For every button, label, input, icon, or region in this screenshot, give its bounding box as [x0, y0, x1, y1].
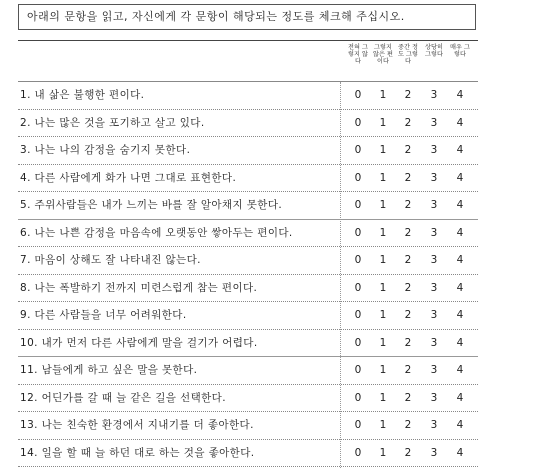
score-option-3[interactable]: 3: [430, 226, 438, 239]
table-row: [18, 82, 478, 110]
item-text: 1. 내 삶은 불행한 편이다.: [20, 89, 145, 101]
instruction-box: [18, 4, 476, 30]
score-option-4[interactable]: 4: [456, 226, 464, 239]
table-header-row: [18, 40, 478, 82]
item-text: 13. 나는 친숙한 환경에서 지내기를 더 좋아한다.: [20, 419, 254, 431]
score-option-3[interactable]: 3: [430, 419, 438, 431]
score-option-4[interactable]: 4: [456, 391, 464, 404]
score-option-3[interactable]: 3: [430, 116, 438, 129]
score-option-1[interactable]: 1: [379, 419, 387, 431]
score-option-0[interactable]: 0: [354, 446, 362, 459]
score-option-4[interactable]: 4: [456, 446, 464, 459]
score-option-4[interactable]: 4: [456, 309, 464, 321]
score-option-1[interactable]: 1: [379, 226, 387, 239]
score-option-1[interactable]: 1: [379, 309, 387, 321]
score-option-1[interactable]: 1: [379, 171, 387, 184]
score-option-2[interactable]: 2: [404, 336, 412, 349]
item-text: 12. 어딘가를 갈 때 늘 같은 길을 선택한다.: [20, 391, 226, 404]
table-row: [18, 220, 478, 248]
questionnaire-table: [18, 40, 478, 467]
table-row: [18, 412, 478, 440]
score-option-0[interactable]: 0: [354, 364, 362, 376]
score-option-0[interactable]: 0: [354, 281, 362, 294]
score-option-2[interactable]: 2: [404, 281, 412, 294]
score-option-2[interactable]: 2: [404, 419, 412, 431]
score-option-4[interactable]: 4: [456, 419, 464, 431]
score-option-0[interactable]: 0: [354, 144, 362, 156]
table-row: [18, 192, 478, 220]
score-option-1[interactable]: 1: [379, 336, 387, 349]
scale-header-1: 그렇지 않은 편이다: [373, 44, 393, 65]
score-option-1[interactable]: 1: [379, 391, 387, 404]
score-option-2[interactable]: 2: [404, 254, 412, 266]
score-option-4[interactable]: 4: [456, 281, 464, 294]
score-option-3[interactable]: 3: [430, 144, 438, 156]
score-option-3[interactable]: 3: [430, 171, 438, 184]
score-option-4[interactable]: 4: [456, 364, 464, 376]
score-option-3[interactable]: 3: [430, 309, 438, 321]
score-option-3[interactable]: 3: [430, 391, 438, 404]
item-text: 5. 주위사람들은 내가 느끼는 바를 잘 알아채지 못한다.: [20, 199, 283, 211]
table-row: [18, 137, 478, 165]
score-option-0[interactable]: 0: [354, 116, 362, 129]
score-option-2[interactable]: 2: [404, 446, 412, 459]
score-option-1[interactable]: 1: [379, 446, 387, 459]
score-option-2[interactable]: 2: [404, 144, 412, 156]
item-text: 2. 나는 많은 것을 포기하고 살고 있다.: [20, 116, 205, 129]
score-option-0[interactable]: 0: [354, 226, 362, 239]
item-text: 10. 내가 먼저 다른 사람에게 말을 걸기가 어렵다.: [20, 336, 258, 349]
table-row: [18, 440, 478, 468]
table-row: [18, 330, 478, 358]
item-text: 7. 마음이 상해도 잘 나타내진 않는다.: [20, 254, 201, 266]
score-option-4[interactable]: 4: [456, 199, 464, 211]
scale-header-4: 매우 그렇다: [450, 44, 470, 58]
score-option-1[interactable]: 1: [379, 116, 387, 129]
score-option-3[interactable]: 3: [430, 281, 438, 294]
score-option-3[interactable]: 3: [430, 254, 438, 266]
score-option-0[interactable]: 0: [354, 199, 362, 211]
score-option-4[interactable]: 4: [456, 171, 464, 184]
score-option-0[interactable]: 0: [354, 254, 362, 266]
score-option-1[interactable]: 1: [379, 281, 387, 294]
score-option-1[interactable]: 1: [379, 199, 387, 211]
table-row: [18, 385, 478, 413]
item-text: 9. 다른 사람들을 너무 어려워한다.: [20, 309, 187, 321]
score-option-2[interactable]: 2: [404, 391, 412, 404]
score-option-2[interactable]: 2: [404, 226, 412, 239]
score-option-4[interactable]: 4: [456, 89, 464, 101]
score-option-0[interactable]: 0: [354, 391, 362, 404]
score-option-3[interactable]: 3: [430, 89, 438, 101]
table-row: [18, 357, 478, 385]
score-option-3[interactable]: 3: [430, 336, 438, 349]
scale-header-3: 상당히 그렇다: [425, 44, 443, 58]
score-option-2[interactable]: 2: [404, 89, 412, 101]
table-row: [18, 110, 478, 138]
score-option-2[interactable]: 2: [404, 364, 412, 376]
item-text: 8. 나는 폭발하기 전까지 미련스럽게 참는 편이다.: [20, 281, 258, 294]
table-row: [18, 165, 478, 193]
score-option-3[interactable]: 3: [430, 446, 438, 459]
instruction-text: 아래의 문항을 읽고, 자신에게 각 문항이 해당되는 정도를 체크해 주십시오.: [27, 10, 405, 23]
table-row: [18, 275, 478, 303]
score-option-1[interactable]: 1: [379, 254, 387, 266]
item-text: 4. 다른 사람에게 화가 나면 그대로 표현한다.: [20, 171, 237, 184]
scale-header-2: 중간 정도 그렇다: [398, 44, 418, 65]
score-option-1[interactable]: 1: [379, 364, 387, 376]
score-option-3[interactable]: 3: [430, 364, 438, 376]
scale-header-0: 전혀 그렇지 않다: [348, 44, 368, 65]
score-option-4[interactable]: 4: [456, 254, 464, 266]
score-option-4[interactable]: 4: [456, 116, 464, 129]
score-option-2[interactable]: 2: [404, 171, 412, 184]
score-option-1[interactable]: 1: [379, 89, 387, 101]
score-option-4[interactable]: 4: [456, 144, 464, 156]
item-text: 11. 남들에게 하고 싶은 말을 못한다.: [20, 364, 198, 376]
score-option-0[interactable]: 0: [354, 419, 362, 431]
table-row: [18, 302, 478, 330]
score-option-2[interactable]: 2: [404, 116, 412, 129]
score-option-2[interactable]: 2: [404, 309, 412, 321]
score-option-0[interactable]: 0: [354, 89, 362, 101]
score-option-0[interactable]: 0: [354, 309, 362, 321]
score-option-4[interactable]: 4: [456, 336, 464, 349]
score-option-0[interactable]: 0: [354, 336, 362, 349]
score-option-0[interactable]: 0: [354, 171, 362, 184]
item-text: 6. 나는 나쁜 감정을 마음속에 오랫동안 쌓아두는 편이다.: [20, 226, 293, 239]
score-option-3[interactable]: 3: [430, 199, 438, 211]
item-text: 14. 일을 할 때 늘 하던 대로 하는 것을 좋아한다.: [20, 446, 255, 459]
score-option-1[interactable]: 1: [379, 144, 387, 156]
item-text: 3. 나는 나의 감정을 숨기지 못한다.: [20, 144, 191, 156]
table-row: [18, 247, 478, 275]
score-option-2[interactable]: 2: [404, 199, 412, 211]
